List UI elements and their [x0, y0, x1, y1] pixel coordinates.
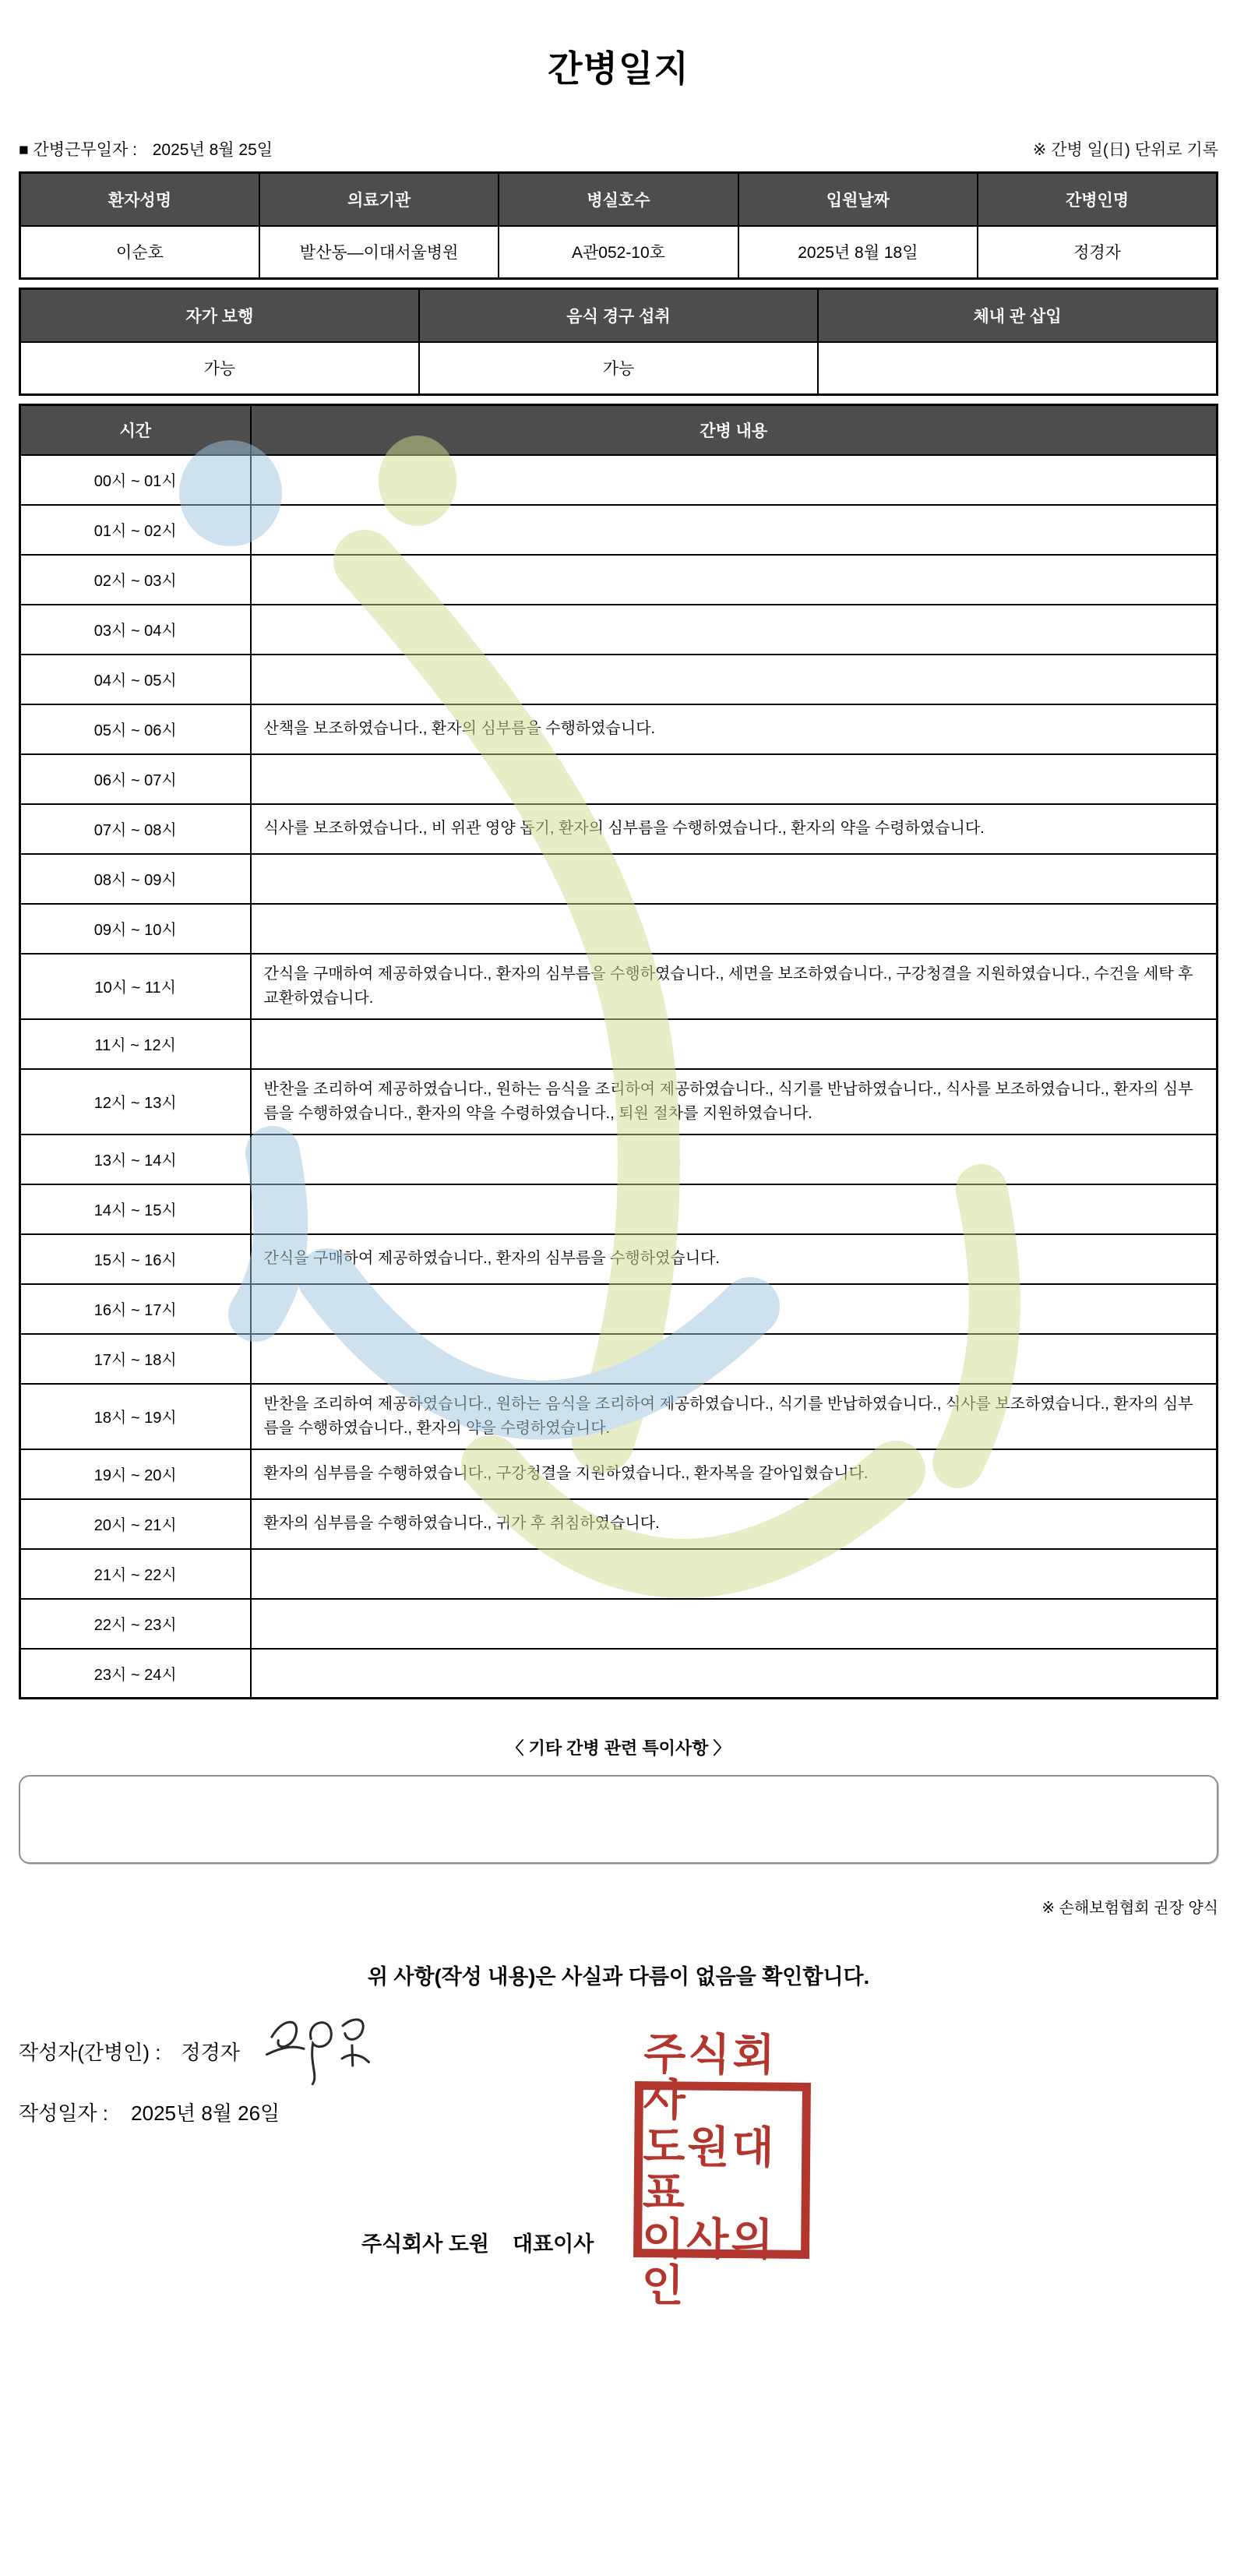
care-content-cell [251, 1649, 1218, 1699]
signature-block [19, 2015, 1218, 2310]
care-content-cell: 반찬을 조리하여 제공하였습니다., 원하는 음식을 조리하여 제공하였습니다., 식기를 반납하였습니다., 식사를 보조하였습니다., 환자의 심부름을 수행하였습니다., 환자의 약을 수령하였습니다., 퇴원 절차를 지원하였습니다. [251, 1069, 1218, 1134]
care-time-cell: 10시 ~ 11시 [20, 954, 251, 1019]
patient-name-header: 환자성명 [20, 173, 259, 226]
written-date-value: 2025년 8월 26일 [131, 2101, 280, 2125]
care-row [20, 1449, 1218, 1499]
care-content-cell: 반찬을 조리하여 제공하였습니다., 원하는 음식을 조리하여 제공하였습니다., 식기를 반납하였습니다., 식사를 보조하였습니다., 환자의 심부름을 수행하였습니다., 환자의 약을 수령하였습니다. [251, 1384, 1218, 1449]
care-time-cell: 05시 ~ 06시 [20, 704, 251, 754]
care-row [20, 1334, 1218, 1384]
writer-name: 정경자 [181, 2040, 240, 2064]
care-row [20, 455, 1218, 505]
care-row [20, 1019, 1218, 1069]
care-row [20, 704, 1218, 754]
room-cell: A관052-10호 [499, 226, 738, 279]
care-time-cell: 03시 ~ 04시 [20, 605, 251, 655]
care-content-cell [251, 1184, 1218, 1234]
care-row [20, 1499, 1218, 1549]
walking-cell: 가능 [20, 342, 419, 395]
content-column-header: 간병 내용 [251, 405, 1218, 455]
extra-section-title: 〈 기타 간병 관련 특이사항 〉 [506, 1738, 731, 1758]
care-row [20, 854, 1218, 904]
care-time-cell: 13시 ~ 14시 [20, 1134, 251, 1184]
care-content-cell [251, 1549, 1218, 1599]
care-row [20, 754, 1218, 804]
meta-row [19, 137, 1218, 161]
care-content-cell [251, 455, 1218, 505]
care-time-cell: 06시 ~ 07시 [20, 754, 251, 804]
status-value-row [20, 342, 1218, 395]
room-header: 병실호수 [499, 173, 738, 226]
care-content-cell: 산책을 보조하였습니다., 환자의 심부름을 수행하였습니다. [251, 704, 1218, 754]
patient-info-table [19, 171, 1218, 280]
care-time-cell: 21시 ~ 22시 [20, 1549, 251, 1599]
care-time-cell: 19시 ~ 20시 [20, 1449, 251, 1499]
care-row [20, 1649, 1218, 1699]
care-row [20, 505, 1218, 555]
care-time-cell: 16시 ~ 17시 [20, 1284, 251, 1334]
tube-cell [818, 342, 1217, 395]
care-time-cell: 02시 ~ 03시 [20, 555, 251, 605]
patient-header-row [20, 173, 1218, 226]
page-title: 간병일지 [548, 48, 689, 89]
care-row [20, 1384, 1218, 1449]
care-content-cell [251, 1334, 1218, 1384]
care-time-cell: 23시 ~ 24시 [20, 1649, 251, 1699]
status-table [19, 288, 1218, 396]
work-date-line [19, 137, 273, 161]
care-content-cell [251, 1019, 1218, 1069]
writer-label: 작성자(간병인) : [19, 2040, 161, 2064]
care-content-cell: 환자의 심부름을 수행하였습니다., 구강청결을 지원하였습니다., 환자복을 갈아입혔습니다. [251, 1449, 1218, 1499]
care-row [20, 605, 1218, 655]
care-header-row [20, 405, 1218, 455]
care-time-cell: 17시 ~ 18시 [20, 1334, 251, 1384]
care-time-cell: 08시 ~ 09시 [20, 854, 251, 904]
caregiver-header: 간병인명 [978, 173, 1217, 226]
care-content-cell: 간식을 구매하여 제공하였습니다., 환자의 심부름을 수행하였습니다. [251, 1234, 1218, 1284]
care-table-body [20, 455, 1218, 1699]
date-row [19, 2098, 1218, 2126]
care-time-cell: 20시 ~ 21시 [20, 1499, 251, 1549]
care-content-cell [251, 754, 1218, 804]
care-time-cell: 22시 ~ 23시 [20, 1599, 251, 1649]
seal-line: 이사의인 [641, 2214, 776, 2310]
care-time-cell: 14시 ~ 15시 [20, 1184, 251, 1234]
care-time-cell: 04시 ~ 05시 [20, 655, 251, 704]
patient-value-row [20, 226, 1218, 279]
care-content-cell: 식사를 보조하였습니다., 비 위관 영양 돕기, 환자의 심부름을 수행하였습니다., 환자의 약을 수령하였습니다. [251, 804, 1218, 854]
caregiver-cell: 정경자 [978, 226, 1217, 279]
care-time-cell: 00시 ~ 01시 [20, 455, 251, 505]
care-content-cell [251, 605, 1218, 655]
care-row [20, 1599, 1218, 1649]
care-time-cell: 07시 ~ 08시 [20, 804, 251, 854]
care-row [20, 1069, 1218, 1134]
care-log-table [19, 404, 1218, 1699]
writer-row [19, 2015, 1218, 2087]
care-row [20, 1284, 1218, 1334]
care-row [20, 655, 1218, 704]
hospital-cell: 발산동—이대서울병원 [259, 226, 499, 279]
care-row [20, 1234, 1218, 1284]
care-row [20, 1134, 1218, 1184]
care-row [20, 904, 1218, 954]
confirmation-statement: 위 사항(작성 내용)은 사실과 다름이 없음을 확인합니다. [367, 1965, 870, 1988]
written-date-label: 작성일자 : [19, 2101, 108, 2125]
oral-intake-header: 음식 경구 섭취 [419, 289, 818, 342]
care-content-cell [251, 505, 1218, 555]
admission-date-cell: 2025년 8월 18일 [738, 226, 978, 279]
care-time-cell: 12시 ~ 13시 [20, 1069, 251, 1134]
extra-notes-box [19, 1775, 1218, 1864]
tube-header: 체내 관 삽입 [818, 289, 1217, 342]
care-row [20, 1184, 1218, 1234]
form-recommendation-note: ※ 손해보험협회 권장 양식 [1041, 1900, 1218, 1917]
status-header-row [20, 289, 1218, 342]
time-column-header: 시간 [20, 405, 251, 455]
care-content-cell [251, 1599, 1218, 1649]
care-row [20, 954, 1218, 1019]
seal-line: 도원대표 [642, 2121, 777, 2218]
care-content-cell [251, 555, 1218, 605]
care-content-cell [251, 1284, 1218, 1334]
corporate-seal-stamp [633, 2029, 811, 2310]
record-unit-note: ※ 간병 일(日) 단위로 기록 [1032, 141, 1218, 159]
admission-date-header: 입원날짜 [738, 173, 978, 226]
care-time-cell: 09시 ~ 10시 [20, 904, 251, 954]
care-content-cell [251, 854, 1218, 904]
care-content-cell [251, 904, 1218, 954]
care-row [20, 1549, 1218, 1599]
care-time-cell: 15시 ~ 16시 [20, 1234, 251, 1284]
company-line: 주식회사 도원 대표이사 [361, 2232, 594, 2256]
work-date-label: ■ 간병근무일자 : [19, 141, 137, 159]
care-content-cell [251, 655, 1218, 704]
care-time-cell: 01시 ~ 02시 [20, 505, 251, 555]
care-row [20, 804, 1218, 854]
hospital-header: 의료기관 [259, 173, 499, 226]
care-content-cell: 간식을 구매하여 제공하였습니다., 환자의 심부름을 수행하였습니다., 세면을 보조하였습니다., 구강청결을 지원하였습니다., 수건을 세탁 후 교환하였습니다. [251, 954, 1218, 1019]
walking-header: 자가 보행 [20, 289, 419, 342]
seal-line: 주식회사 [643, 2029, 777, 2125]
care-row [20, 555, 1218, 605]
care-time-cell: 18시 ~ 19시 [20, 1384, 251, 1449]
patient-name-cell: 이순호 [20, 226, 259, 279]
handwritten-signature [259, 2003, 401, 2091]
care-content-cell: 환자의 심부름을 수행하였습니다., 귀가 후 취침하였습니다. [251, 1499, 1218, 1549]
care-time-cell: 11시 ~ 12시 [20, 1019, 251, 1069]
care-content-cell [251, 1134, 1218, 1184]
oral-intake-cell: 가능 [419, 342, 818, 395]
work-date-value: 2025년 8월 25일 [152, 141, 273, 159]
